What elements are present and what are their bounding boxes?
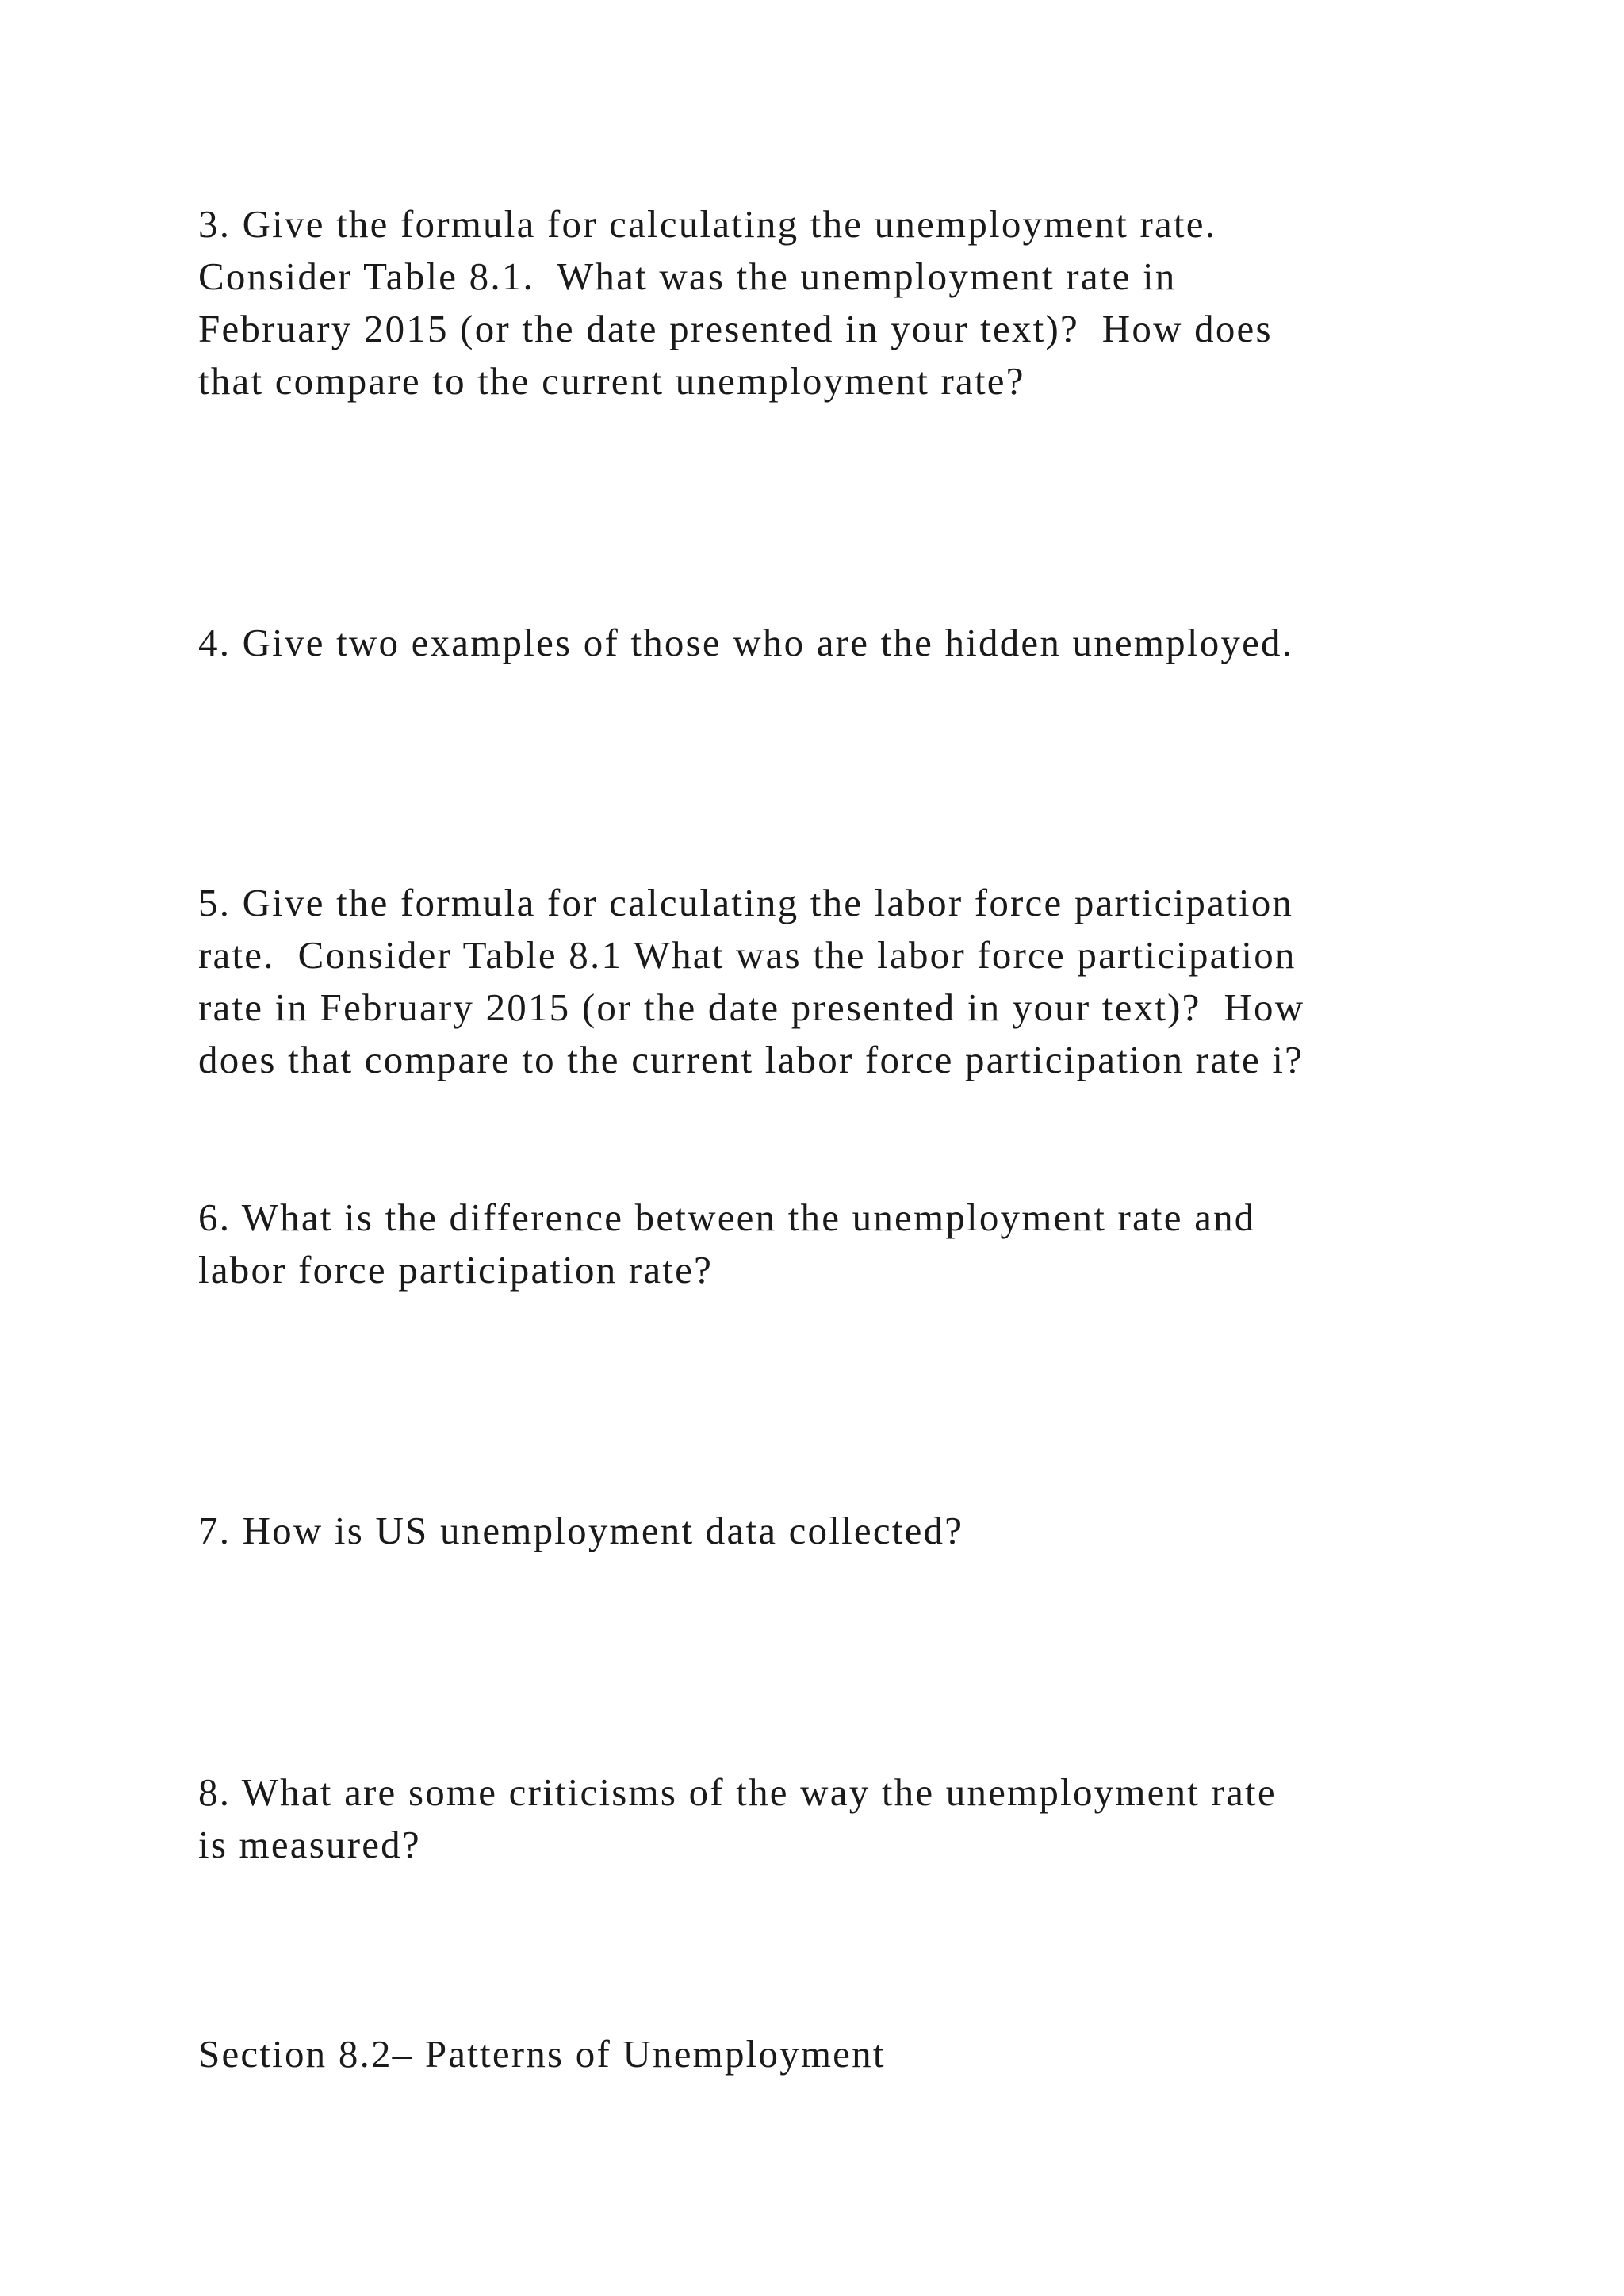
question-5-line-3: rate in February 2015 (or the date presented in your text)? How <box>198 985 1305 1029</box>
section-heading <box>198 2028 1515 2080</box>
question-7-line-1: 7. How is US unemployment data collected? <box>198 1509 964 1552</box>
question-3-line-1: 3. Give the formula for calculating the unemployment rate. <box>198 202 1217 246</box>
section-heading-text: Section 8.2– Patterns of Unemployment <box>198 2032 886 2076</box>
question-6 <box>198 1192 1515 1296</box>
question-7 <box>198 1505 1515 1557</box>
question-5-line-2: rate. Consider Table 8.1 What was the labor force participation <box>198 933 1297 977</box>
question-4 <box>198 617 1515 669</box>
question-6-line-2: labor force participation rate? <box>198 1248 714 1292</box>
question-8-line-2: is measured? <box>198 1823 421 1866</box>
question-5-line-4: does that compare to the current labor force participation rate i? <box>198 1038 1304 1081</box>
question-4-line-1: 4. Give two examples of those who are the hidden unemployed. <box>198 621 1294 664</box>
question-3 <box>198 198 1515 408</box>
question-3-line-3: February 2015 (or the date presented in your text)? How does <box>198 307 1273 350</box>
question-8 <box>198 1766 1515 1871</box>
question-3-line-2: Consider Table 8.1. What was the unemployment rate in <box>198 254 1177 298</box>
question-3-line-4: that compare to the current unemployment rate? <box>198 359 1025 403</box>
question-8-line-1: 8. What are some criticisms of the way the unemployment rate <box>198 1770 1277 1814</box>
question-6-line-1: 6. What is the difference between the unemployment rate and <box>198 1196 1256 1239</box>
question-5-line-1: 5. Give the formula for calculating the labor force participation <box>198 881 1294 924</box>
question-5 <box>198 877 1515 1086</box>
